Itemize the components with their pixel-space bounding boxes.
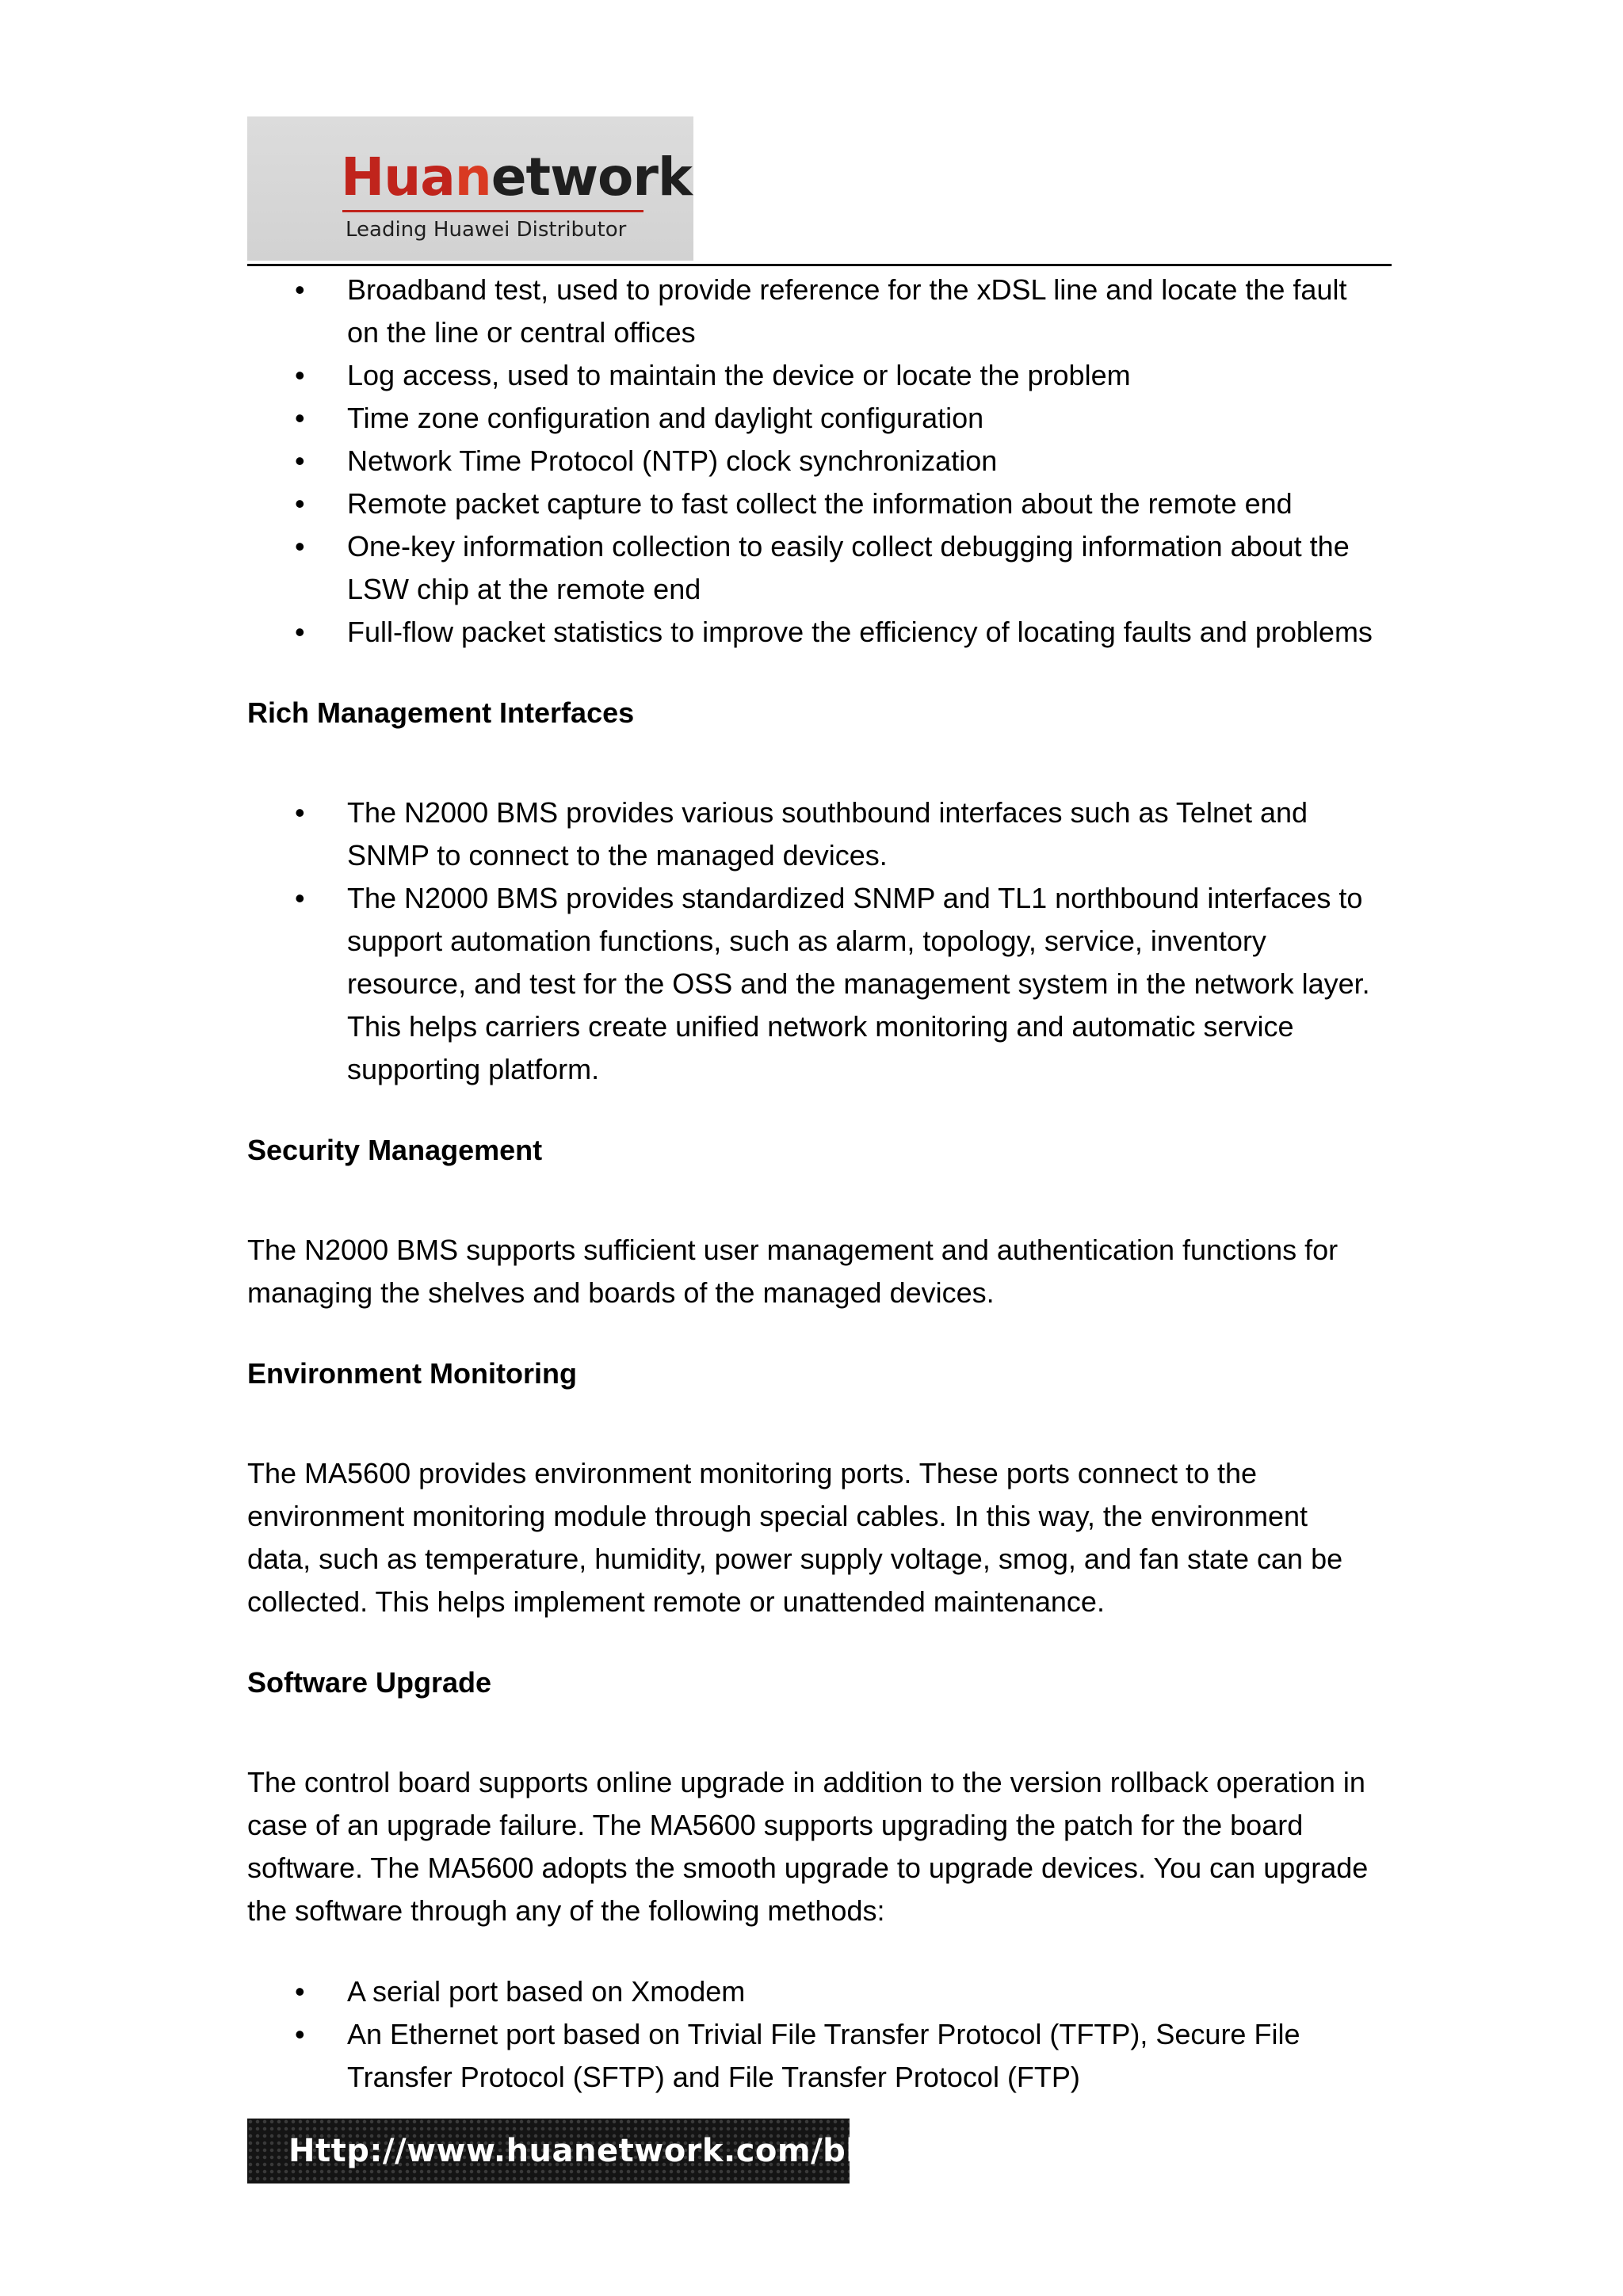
list-item: • The N2000 BMS provides standardized SNMP and TL1 northbound interfaces to support automation functions, such as alarm, topology, service, inventory resource, and test for the OSS and the management system in the network layer. This helps carriers create unified network monitoring and automatic service supporting platform. [247, 877, 1396, 1091]
section-heading-rich-management: Rich Management Interfaces [247, 696, 635, 729]
bullet-icon: • [295, 273, 305, 306]
list-item: • Network Time Protocol (NTP) clock synchronization [247, 440, 1396, 482]
bullet-icon: • [295, 444, 305, 477]
list-item: • Time zone configuration and daylight configuration [247, 397, 1396, 440]
bullet-icon: • [295, 616, 305, 648]
list-item: • Log access, used to maintain the device or locate the problem [247, 354, 1396, 397]
upgrade-paragraph: The control board supports online upgrade in addition to the version rollback operation in case of an upgrade failure. The MA5600 supports upgrading the patch for the board software. The MA5600 adopts the smooth upgrade to upgrade devices. You can upgrade the software through any of the following methods: [247, 1766, 1369, 1927]
list-item: • Broadband test, used to provide reference for the xDSL line and locate the fault on the line or central offices [247, 269, 1396, 354]
rich-management-list [247, 791, 1396, 1091]
list-item: • A serial port based on Xmodem [247, 1970, 1396, 2013]
header-divider [247, 264, 1392, 266]
section-heading-environment-monitoring: Environment Monitoring [247, 1357, 577, 1390]
list-item: • One-key information collection to easily collect debugging information about the LSW chip at the remote end [247, 525, 1396, 611]
feature-list-top [247, 269, 1396, 654]
logo-subtitle: Leading Huawei Distributor [346, 218, 627, 242]
upgrade-methods-list [247, 1970, 1396, 2099]
list-item: • Full-flow packet statistics to improve the efficiency of locating faults and problems [247, 611, 1396, 654]
logo-title: Huanetwork [341, 147, 692, 208]
list-item: • An Ethernet port based on Trivial File Transfer Protocol (TFTP), Secure File Transfer Protocol (SFTP) and File Transfer Protocol (FTP) [247, 2013, 1396, 2099]
bullet-icon: • [295, 796, 305, 829]
list-item: • Remote packet capture to fast collect the information about the remote end [247, 482, 1396, 525]
document-body [247, 269, 1396, 2099]
bullet-icon: • [295, 359, 305, 391]
section-heading-software-upgrade: Software Upgrade [247, 1666, 492, 1699]
bullet-icon: • [295, 2018, 305, 2050]
logo-underline [342, 210, 643, 212]
bullet-icon: • [295, 530, 305, 563]
footer-url: Http://www.huanetwork.com/blog [288, 2133, 903, 2169]
list-item: • The N2000 BMS provides various southbound interfaces such as Telnet and SNMP to connect to the managed devices. [247, 791, 1396, 877]
environment-paragraph: The MA5600 provides environment monitoring ports. These ports connect to the environment monitoring module through special cables. In this way, the environment data, such as temperature, humidity, power supply voltage, smog, and fan state can be collected. This helps implement remote or unattended maintenance. [247, 1457, 1343, 1618]
section-heading-security-management: Security Management [247, 1134, 543, 1166]
footer-banner [247, 2119, 903, 2183]
security-paragraph: The N2000 BMS supports sufficient user management and authentication functions for managing the shelves and boards of the managed devices. [247, 1234, 1338, 1309]
logo [247, 116, 693, 261]
bullet-icon: • [295, 1975, 305, 2008]
bullet-icon: • [295, 487, 305, 520]
bullet-icon: • [295, 882, 305, 914]
bullet-icon: • [295, 402, 305, 434]
